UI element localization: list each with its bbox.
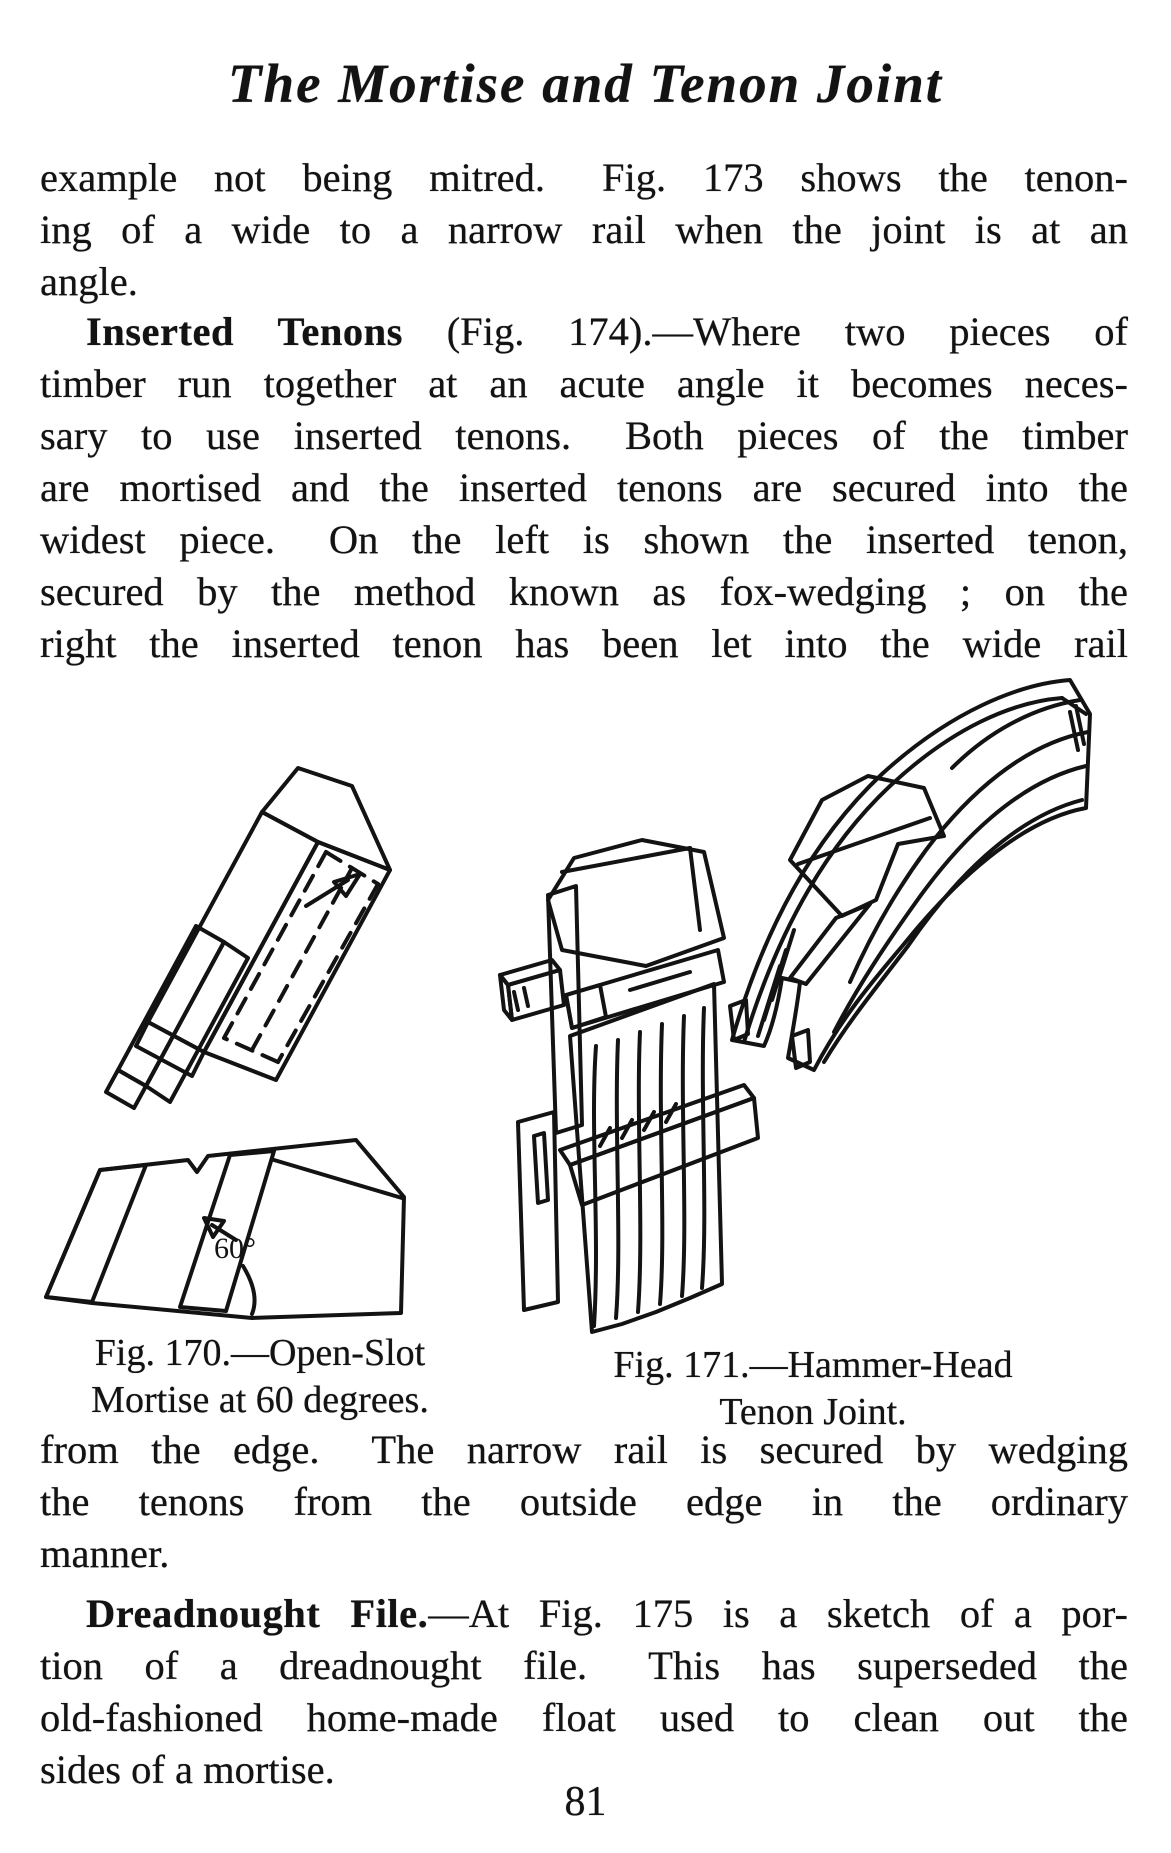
fig171-tenon-piece xyxy=(500,840,758,1332)
paragraph-wedging xyxy=(40,1424,1128,1580)
text-line: timber run together at an acute angle it becomes neces- xyxy=(40,361,1128,406)
paragraph-dreadnought-file xyxy=(40,1588,1128,1796)
text-line: sides of a mortise. xyxy=(40,1747,335,1792)
text-line: manner. xyxy=(40,1531,170,1576)
fig171-caption-line1: Fig. 171.—Hammer-Head xyxy=(613,1344,1013,1386)
fig171-curved-rail xyxy=(730,680,1090,1070)
page-title: The Mortise and Tenon Joint xyxy=(227,53,944,114)
text-line: from the edge. The narrow rail is secured by wedging xyxy=(40,1427,1128,1472)
fig171-caption-line2: Tenon Joint. xyxy=(719,1391,907,1433)
text-line: example not being mitred. Fig. 173 shows the tenon- xyxy=(40,155,1128,200)
bold-lead: Dreadnought File. xyxy=(86,1591,429,1636)
text-line: old-fashioned home-made float used to clean out the xyxy=(40,1695,1128,1740)
text-line: the tenons from the outside edge in the ordinary xyxy=(40,1479,1128,1524)
fig170-caption-line2: Mortise at 60 degrees. xyxy=(91,1379,429,1421)
fig171-caption xyxy=(563,1342,1063,1436)
text-line: right the inserted tenon has been let into the wide rail xyxy=(40,621,1128,666)
fig170-upper-piece xyxy=(106,768,390,1108)
paragraph-intro xyxy=(40,152,1128,308)
fig170-caption xyxy=(10,1330,510,1424)
text-line: Inserted Tenons (Fig. 174).—Where two pieces of xyxy=(86,309,1128,354)
fig170-lower-piece xyxy=(46,1140,404,1318)
text-line: Dreadnought File.—At Fig. 175 is a sketch of a por- xyxy=(86,1591,1128,1636)
text-line: sary to use inserted tenons. Both pieces of the timber xyxy=(40,413,1128,458)
fig170-caption-line1: Fig. 170.—Open-Slot xyxy=(94,1332,426,1374)
text-line: secured by the method known as fox-wedging ; on the xyxy=(40,569,1128,614)
text-line: ing of a wide to a narrow rail when the joint is at an xyxy=(40,207,1128,252)
text-line: widest piece. On the left is shown the inserted tenon, xyxy=(40,517,1128,562)
text-line: are mortised and the inserted tenons are secured into the xyxy=(40,465,1128,510)
text-line: angle. xyxy=(40,259,138,304)
paragraph-inserted-tenons xyxy=(40,306,1128,670)
text-line: tion of a dreadnought file. This has superseded the xyxy=(40,1643,1128,1688)
bold-lead: Inserted Tenons xyxy=(86,309,403,354)
page-number: 81 xyxy=(564,1779,607,1825)
angle-label: 60° xyxy=(214,1232,256,1265)
